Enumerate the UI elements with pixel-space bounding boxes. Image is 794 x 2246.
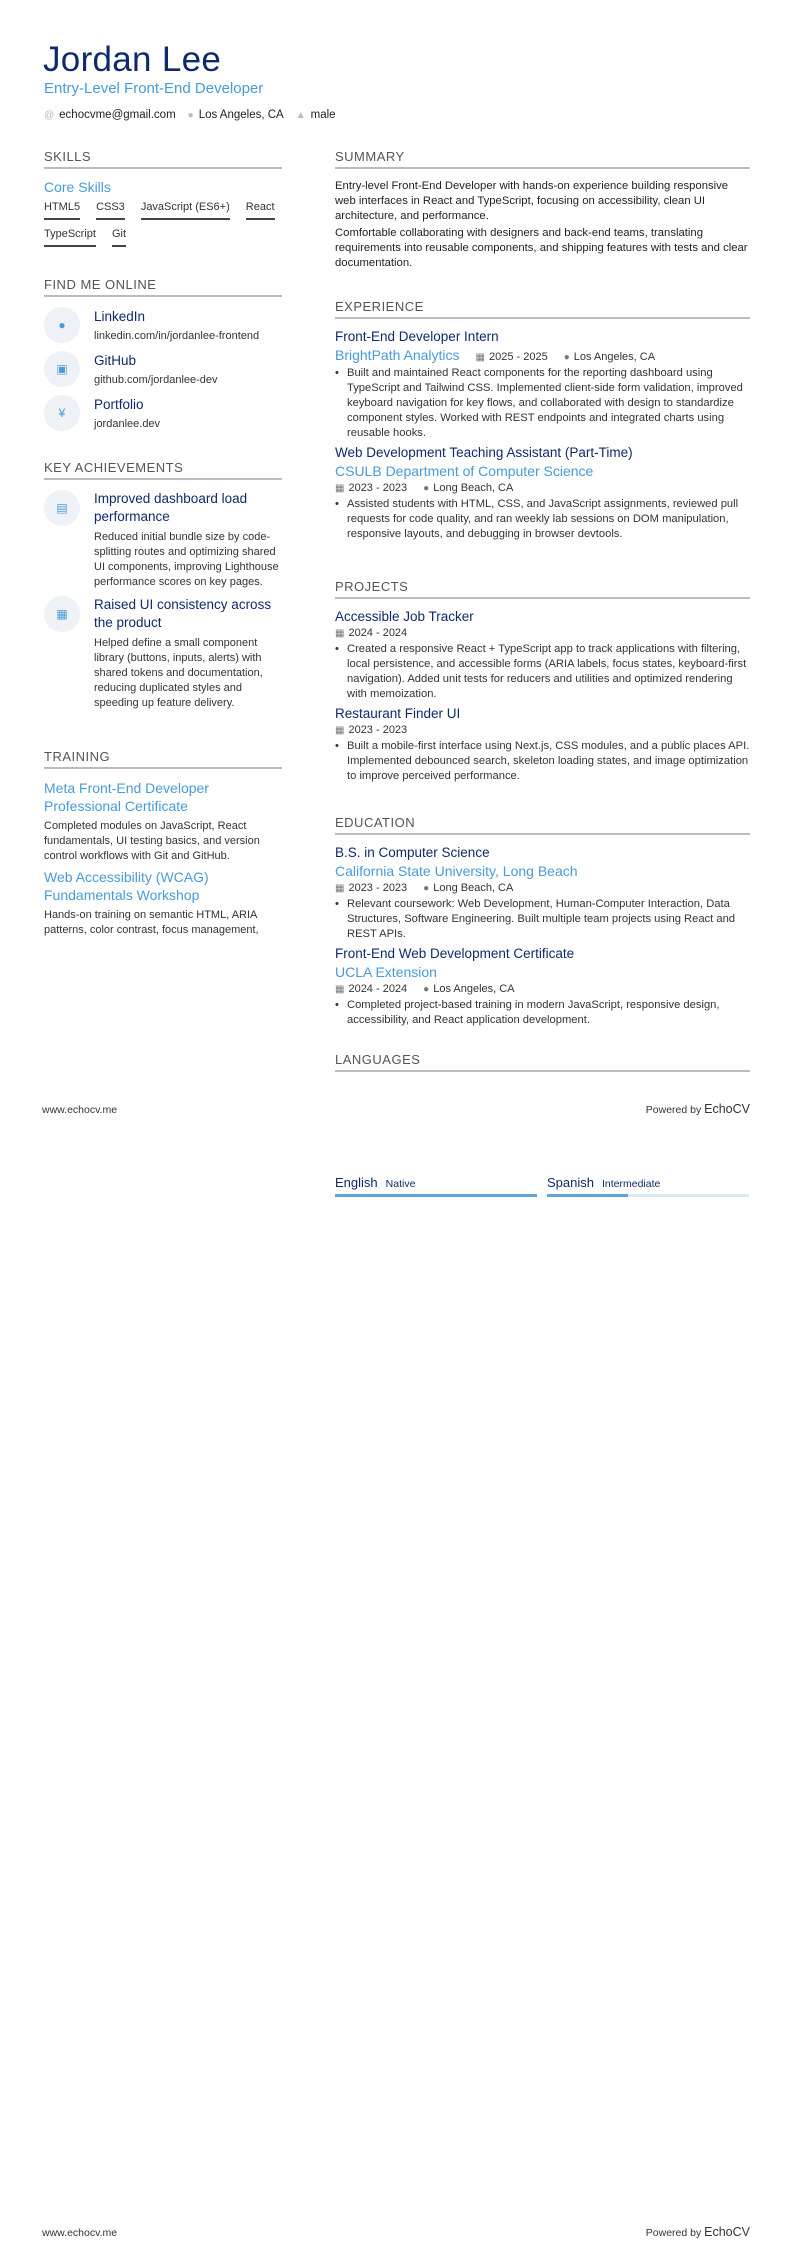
section-heading: KEY ACHIEVEMENTS	[44, 460, 282, 480]
section-heading: PROJECTS	[335, 579, 750, 599]
at-icon: @	[44, 110, 55, 121]
calendar-icon: ▦	[335, 483, 345, 494]
dates: 2025 - 2025	[488, 351, 548, 363]
brand-name: EchoCV	[704, 2225, 750, 2239]
online-section	[44, 277, 282, 439]
location-text: Los Angeles, CA	[198, 109, 284, 121]
candidate-name: Jordan Lee	[43, 40, 222, 79]
calendar-icon: ▦	[335, 883, 345, 894]
training-title: Meta Front-End Developer Professional Certificate	[44, 780, 209, 814]
candidate-title: Entry-Level Front-End Developer	[44, 80, 264, 97]
skill-tag: TypeScript	[44, 228, 96, 247]
document-icon: ▤	[44, 490, 80, 526]
calendar-icon: ▦	[335, 984, 345, 995]
language-item	[335, 1175, 537, 1197]
bullet: • Assisted students with HTML, CSS, and JavaScript assignments, reviewed pull requests for code quality, and ran weekly lab sessions on DOM manipulation, responsive layouts, and debugging in browser devtools.	[335, 497, 750, 542]
dates: 2024 - 2024	[348, 983, 408, 995]
language-level: Intermediate	[601, 1178, 661, 1190]
location: Long Beach, CA	[433, 882, 514, 894]
education-section	[335, 815, 750, 1028]
achievement-desc: Helped define a small component library (buttons, inputs, alerts) with shared tokens and documentation, reducing duplicated styles and speeding up feature delivery.	[94, 637, 263, 709]
link-url[interactable]: jordanlee.dev	[94, 418, 161, 430]
projects-section	[335, 579, 750, 784]
link-url[interactable]: linkedin.com/in/jordanlee-frontend	[94, 330, 260, 342]
bullet: • Created a responsive React + TypeScript app to track applications with filtering, local persistence, and accessible forms (ARIA labels, focus states, keyboard-first navigation). Added unit tests for reducers and utilities and optimized rendering with memoization.	[335, 642, 750, 702]
contact-email[interactable]	[44, 109, 176, 121]
bullet: • Relevant coursework: Web Development, Human-Computer Interaction, Data Structures, Software Engineering. Built multiple team projects using React and REST APIs.	[335, 897, 750, 942]
skills-section	[44, 149, 282, 247]
language-item	[547, 1175, 749, 1197]
location: Los Angeles, CA	[573, 351, 656, 363]
section-heading: EDUCATION	[335, 815, 750, 835]
bullet: • Built and maintained React components for the reporting dashboard using TypeScript and Tailwind CSS. Implemented client-side form validation, improved keyboard navigation for key flows, and collaborated with design to standardize component styles. Worked with REST endpoints and integrated charts using reusable hooks.	[335, 366, 750, 441]
summary-section	[335, 149, 750, 271]
proficiency-bar	[547, 1194, 749, 1197]
link-label: Portfolio	[94, 397, 144, 412]
section-heading: SUMMARY	[335, 149, 750, 169]
powered-by-text: Powered by	[645, 2227, 702, 2239]
link-label: GitHub	[94, 353, 137, 368]
project-title: Restaurant Finder UI	[335, 706, 461, 721]
contact-row	[44, 109, 336, 121]
languages-heading-block	[335, 1052, 750, 1082]
footer-site-link[interactable]: www.echocv.me	[42, 1104, 118, 1116]
skill-tag: HTML5	[44, 201, 80, 220]
dates: 2023 - 2023	[348, 882, 408, 894]
footer-powered[interactable]	[646, 2225, 750, 2239]
project-title: Accessible Job Tracker	[335, 609, 474, 624]
map-pin-icon: ●	[423, 883, 430, 894]
school-name: California State University, Long Beach	[335, 863, 578, 879]
chat-bubble-icon: ●	[44, 307, 80, 343]
map-pin-icon: ●	[423, 984, 430, 995]
degree-title: B.S. in Computer Science	[335, 845, 490, 860]
link-portfolio[interactable]	[44, 395, 282, 431]
link-github[interactable]	[44, 351, 282, 387]
map-pin-icon: ●	[563, 352, 570, 363]
dates: 2023 - 2023	[348, 724, 408, 736]
link-label: LinkedIn	[94, 309, 146, 324]
experience-section	[335, 299, 750, 542]
dates: 2024 - 2024	[348, 627, 408, 639]
achievement-item	[44, 490, 282, 590]
languages-list	[335, 1175, 750, 1197]
section-heading: TRAINING	[44, 749, 282, 769]
brand-name: EchoCV	[704, 1102, 750, 1116]
section-heading: EXPERIENCE	[335, 299, 750, 319]
footer-site-link[interactable]: www.echocv.me	[42, 2227, 118, 2239]
achievement-title: Raised UI consistency across the product	[94, 597, 272, 630]
training-desc: Hands-on training on semantic HTML, ARIA patterns, color contrast, focus management,	[44, 909, 259, 936]
training-title: Web Accessibility (WCAG) Fundamentals Workshop	[44, 869, 209, 903]
skill-tag: React	[246, 201, 275, 220]
summary-paragraph: Entry-level Front-End Developer with hands-on experience building responsive web interfaces in React and TypeScript, focusing on accessibility, clean UI architecture, and performance.	[335, 180, 729, 222]
email-text: echocvme@gmail.com	[59, 109, 176, 121]
location: Los Angeles, CA	[433, 983, 515, 995]
language-level: Native	[385, 1178, 416, 1190]
person-icon: ▲	[295, 110, 306, 121]
proficiency-fill	[547, 1194, 628, 1197]
achievement-title: Improved dashboard load performance	[94, 491, 248, 524]
training-desc: Completed modules on JavaScript, React fundamentals, UI testing basics, and version control workflows with Git and GitHub.	[44, 820, 260, 862]
language-name: Spanish	[547, 1175, 594, 1190]
summary-paragraph: Comfortable collaborating with designers and back-end teams, translating requirements into reusable components, and shipping features with tests and clear documentation.	[335, 227, 748, 269]
footer-powered[interactable]	[646, 1102, 750, 1116]
map-pin-icon: ●	[423, 483, 430, 494]
link-url[interactable]: github.com/jordanlee-dev	[94, 374, 218, 386]
job-title: Front-End Developer Intern	[335, 329, 499, 344]
calendar-icon: ▦	[335, 628, 345, 639]
section-heading: LANGUAGES	[335, 1052, 750, 1072]
school-name: UCLA Extension	[335, 964, 437, 980]
powered-by-text: Powered by	[645, 1104, 702, 1116]
bullet: • Built a mobile-first interface using Next.js, CSS modules, and a public places API. Implemented debounced search, skeleton loading states, and image optimization to improve perceived performance.	[335, 739, 750, 784]
section-heading: SKILLS	[44, 149, 282, 169]
coin-icon: ¥	[44, 395, 80, 431]
location: Long Beach, CA	[433, 482, 514, 494]
achievement-item	[44, 596, 282, 711]
skill-tag: JavaScript (ES6+)	[141, 201, 230, 220]
calendar-icon: ▦	[44, 596, 80, 632]
job-title: Web Development Teaching Assistant (Part-Time)	[335, 445, 633, 460]
calendar-icon: ▦	[475, 352, 485, 363]
calendar-icon: ▦	[335, 725, 345, 736]
skill-tag: Git	[112, 228, 126, 247]
link-linkedin[interactable]	[44, 307, 282, 343]
dates: 2023 - 2023	[348, 482, 408, 494]
company-name: BrightPath Analytics	[335, 347, 460, 363]
bullet: • Completed project-based training in modern JavaScript, responsive design, accessibility, and React application development.	[335, 998, 750, 1028]
gender-text: male	[310, 109, 336, 121]
contact-gender	[296, 109, 336, 121]
proficiency-bar	[335, 1194, 537, 1197]
section-heading: FIND ME ONLINE	[44, 277, 282, 297]
contact-location	[188, 109, 284, 121]
skill-group-title: Core Skills	[44, 179, 111, 195]
achievement-desc: Reduced initial bundle size by code-splitting routes and optimizing shared UI components, improving Lighthouse performance scores on key pages.	[94, 531, 279, 588]
degree-title: Front-End Web Development Certificate	[335, 946, 575, 961]
map-pin-icon: ●	[187, 110, 194, 121]
skill-tag: CSS3	[96, 201, 125, 220]
achievements-section	[44, 460, 282, 717]
proficiency-fill	[335, 1194, 537, 1197]
company-name: CSULB Department of Computer Science	[335, 463, 594, 479]
training-section	[44, 749, 282, 938]
bookmark-icon: ▣	[44, 351, 80, 387]
language-name: English	[335, 1175, 378, 1190]
